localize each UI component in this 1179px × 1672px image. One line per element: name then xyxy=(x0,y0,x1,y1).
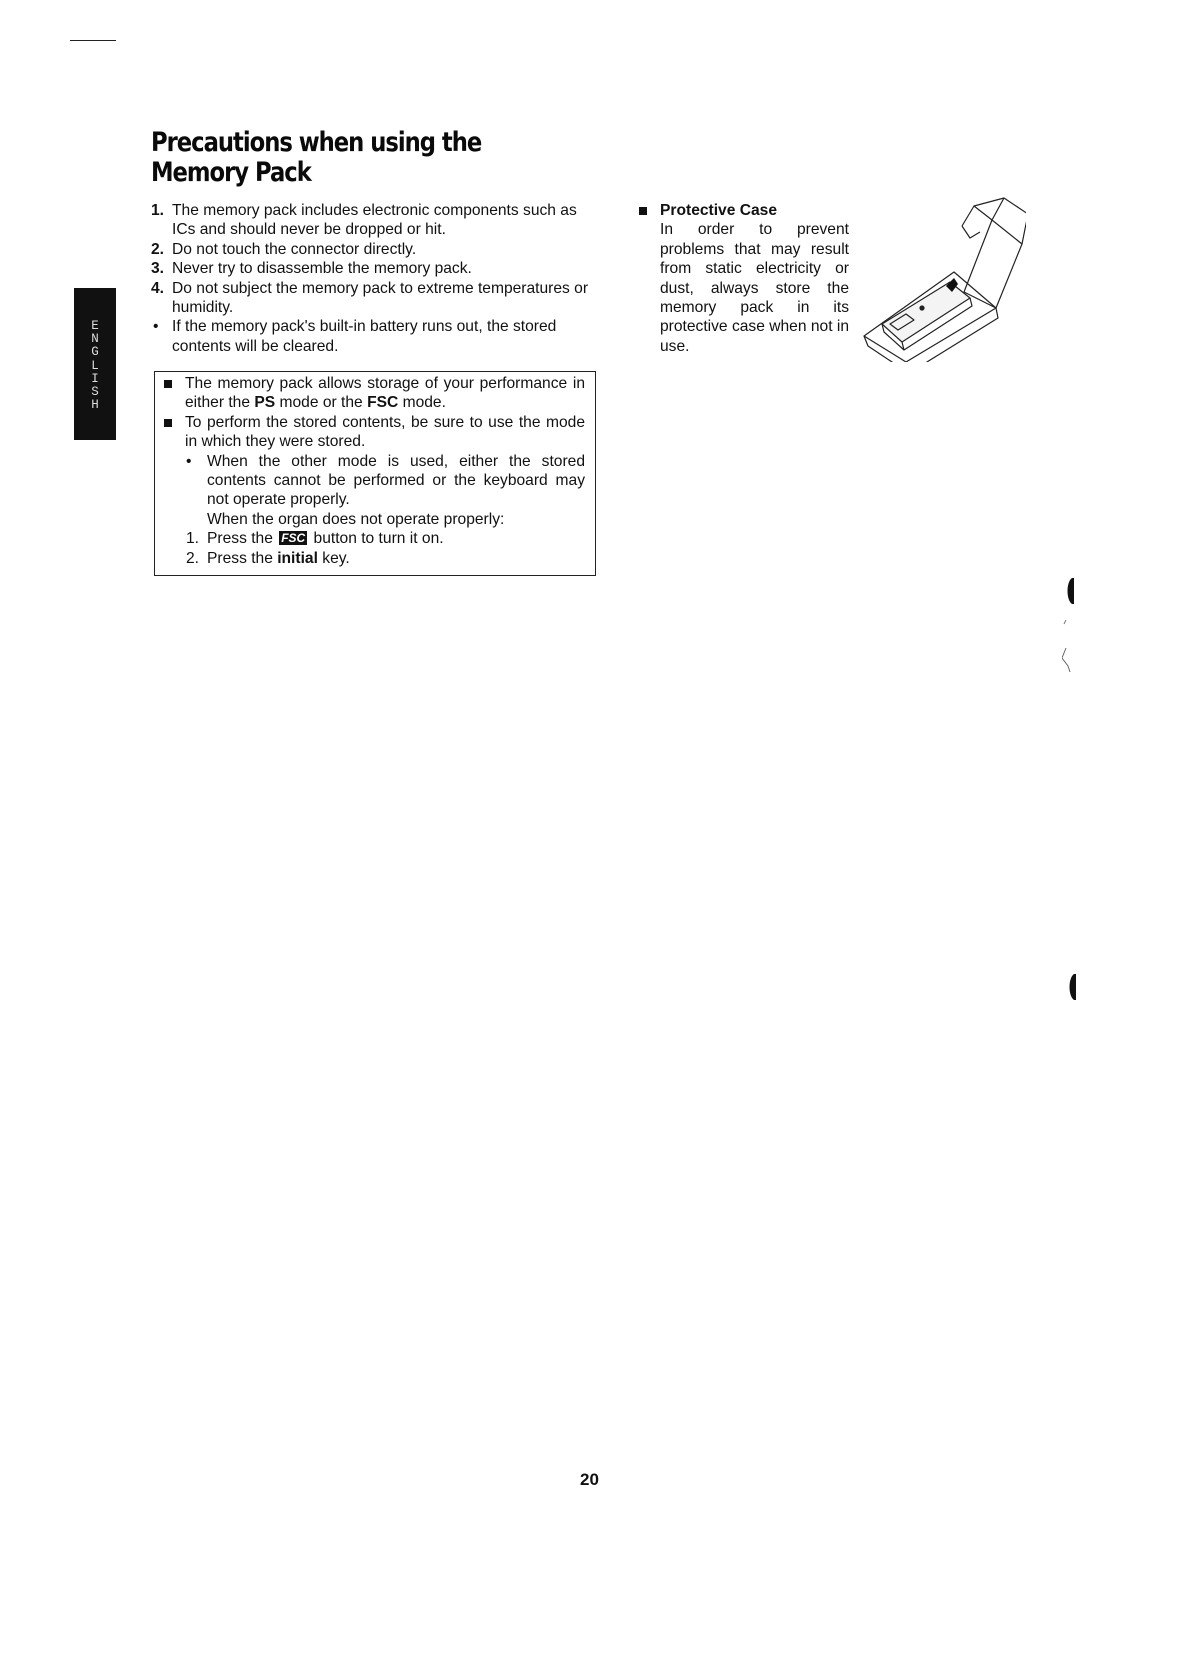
top-rule xyxy=(70,40,116,41)
list-item xyxy=(151,279,593,318)
list-text: If the memory pack's built-in battery runs out, the stored contents will be cleared. xyxy=(172,318,557,355)
bullet-marker: • xyxy=(153,318,159,336)
protective-case-text: In order to prevent problems that may result from static electricity or dust, always store the memory pack in its protective case when not in use. xyxy=(660,221,849,355)
protective-case-heading xyxy=(639,201,849,220)
binding-mark-icon xyxy=(1066,974,1076,1000)
mode-label-fsc: FSC xyxy=(367,394,399,412)
language-tab-letter: E xyxy=(91,319,99,333)
notice-step xyxy=(164,549,585,568)
notice-content xyxy=(164,374,585,568)
precautions-list xyxy=(151,201,593,356)
notice-text: Press the xyxy=(207,549,278,567)
notice-paragraph xyxy=(164,413,585,452)
language-tab-letter: S xyxy=(91,385,99,400)
notice-text: When the other mode is used, either the stored contents cannot be performed or the keyboard may not operate properly. xyxy=(207,452,585,509)
notice-text: mode. xyxy=(398,394,446,412)
step-number: 1. xyxy=(186,530,200,548)
notice-paragraph xyxy=(164,374,585,413)
notice-text: The memory pack allows storage of your performance in either the xyxy=(185,375,585,412)
notice-step xyxy=(164,529,585,548)
notice-text: key. xyxy=(317,549,350,567)
list-text: Never try to disassemble the memory pack. xyxy=(172,260,472,278)
list-text: Do not subject the memory pack to extreme temperatures or humidity. xyxy=(172,279,589,317)
initial-key-label: initial xyxy=(277,549,318,567)
language-tab-letter: N xyxy=(91,332,99,347)
notice-sub-note xyxy=(164,510,585,529)
language-tab-letter: I xyxy=(91,371,99,386)
page-title: Precautions when using the Memory Pack xyxy=(151,127,482,188)
mode-label-ps: PS xyxy=(254,394,276,412)
step-number: 2. xyxy=(186,549,200,567)
list-text: Do not touch the connector directly. xyxy=(172,240,417,258)
notice-text: button to turn it on. xyxy=(309,530,444,548)
language-tab-letter: H xyxy=(91,398,99,413)
memory-pack-case-illustration xyxy=(854,196,1026,362)
notice-box xyxy=(154,371,596,576)
list-number: 4. xyxy=(151,279,165,297)
notice-text: To perform the stored contents, be sure to use the mode in which they were stored. xyxy=(185,413,585,451)
language-tab-letter: L xyxy=(91,358,99,373)
square-bullet-icon xyxy=(639,207,647,215)
language-tab-letters xyxy=(74,320,116,412)
notice-sub-bullet xyxy=(164,452,585,510)
list-number: 1. xyxy=(151,202,165,219)
notice-text: mode or the xyxy=(275,394,368,412)
scan-artifact-icon xyxy=(1062,618,1082,672)
notice-text: When the organ does not operate properly: xyxy=(207,510,505,528)
bullet-marker: • xyxy=(186,452,192,470)
list-item xyxy=(151,259,593,278)
square-bullet-icon xyxy=(164,380,172,388)
list-item xyxy=(151,317,593,356)
list-number: 3. xyxy=(151,260,165,278)
list-number: 2. xyxy=(151,240,165,258)
list-item xyxy=(151,240,593,259)
list-item xyxy=(151,201,593,240)
language-tab-letter: G xyxy=(91,345,99,360)
square-bullet-icon xyxy=(164,419,172,427)
binding-mark-icon xyxy=(1064,578,1074,604)
notice-text: Press the xyxy=(207,530,278,548)
fsc-button-icon: FSC xyxy=(281,531,306,546)
list-text: The memory pack includes electronic components such as ICs and should never be dropped or hit. xyxy=(172,202,577,239)
language-tab xyxy=(74,288,116,440)
heading-text: Protective Case xyxy=(660,202,778,219)
page-number: 20 xyxy=(580,1470,599,1489)
protective-case-section xyxy=(639,201,849,356)
